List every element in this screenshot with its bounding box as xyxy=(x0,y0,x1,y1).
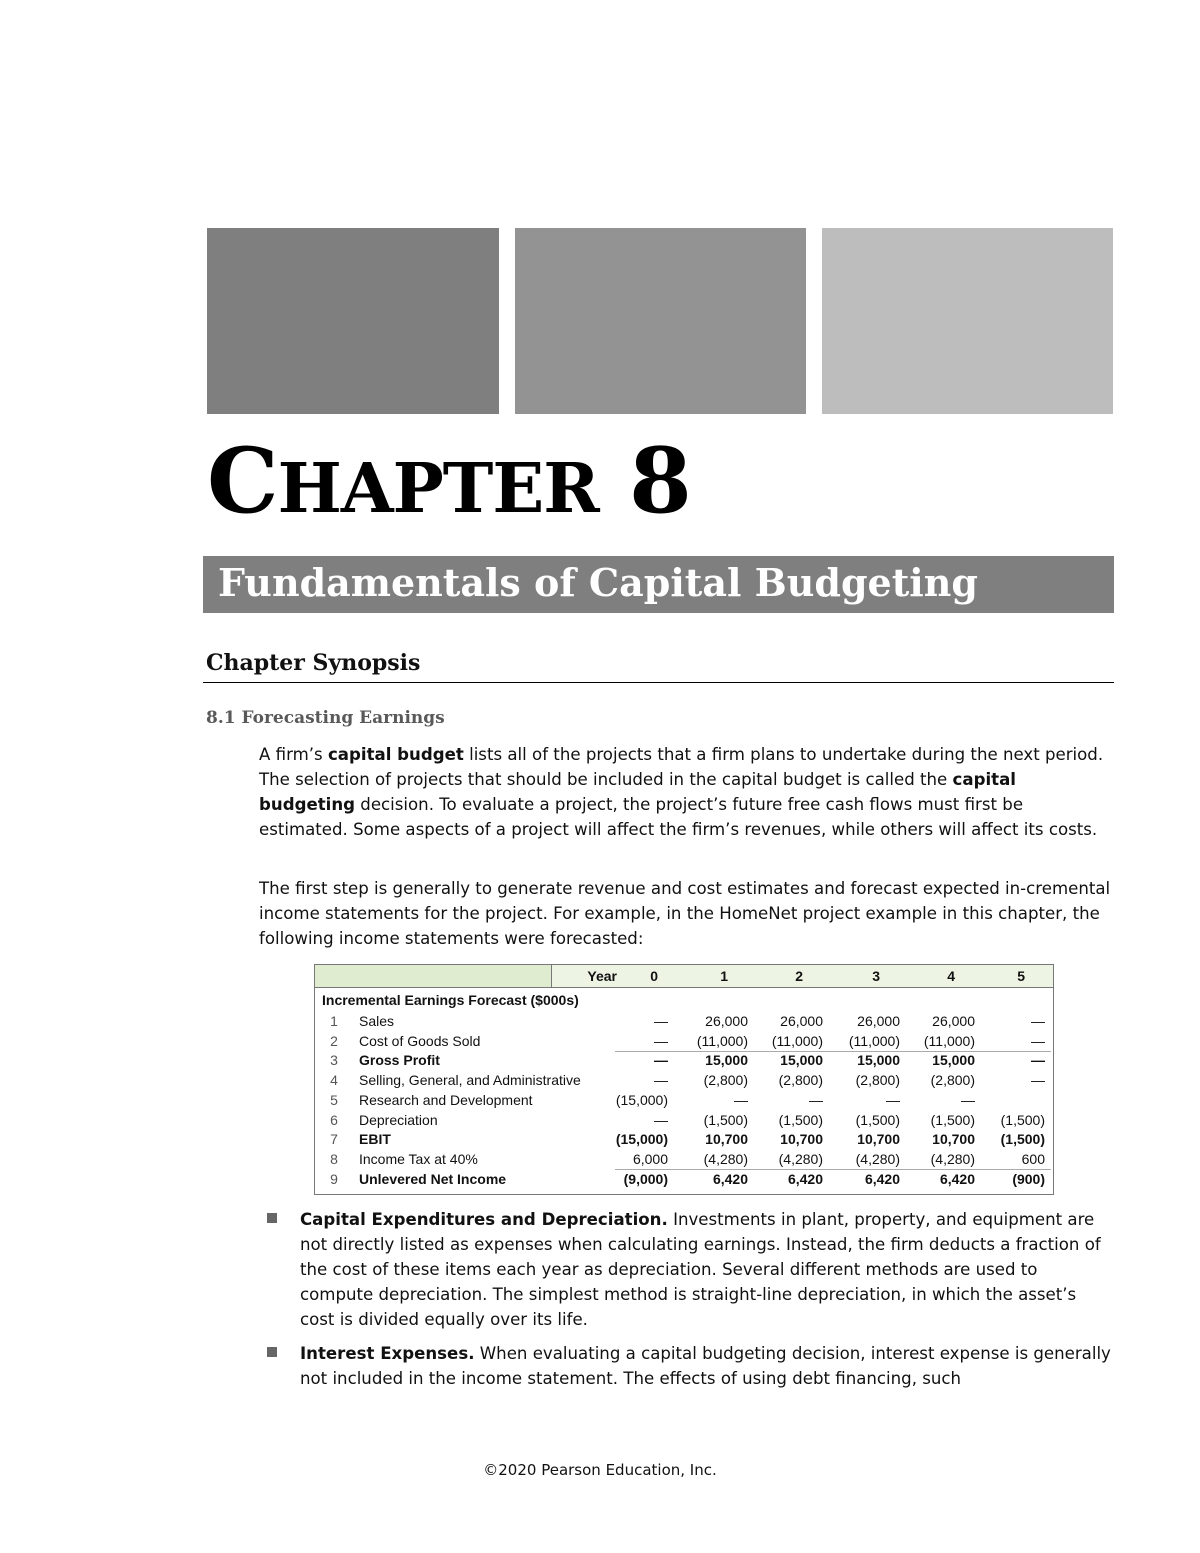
para1-text-1: A firm’s xyxy=(259,745,328,764)
row-label: Income Tax at 40% xyxy=(359,1151,478,1167)
table-cell: (4,280) xyxy=(855,1151,900,1167)
table-cell: 6,420 xyxy=(712,1171,748,1187)
table-cell: — xyxy=(961,1092,975,1108)
table-cell: (1,500) xyxy=(703,1112,748,1128)
table-cell: — xyxy=(734,1092,748,1108)
table-cell: (9,000) xyxy=(623,1171,668,1187)
row-number: 2 xyxy=(330,1033,338,1049)
year-header: 0 xyxy=(650,968,658,984)
table-cell xyxy=(965,1090,1045,1110)
table-cell: — xyxy=(1031,1013,1045,1029)
row-label: EBIT xyxy=(359,1131,391,1147)
chapter-word-initial: C xyxy=(207,428,278,534)
table-cell: (2,800) xyxy=(778,1072,823,1088)
table-cell: (11,000) xyxy=(923,1033,975,1049)
bullet2-text: When evaluating a capital budgeting decision, interest expense is generally not included in the income statement. The effects of using debt financing, such xyxy=(300,1344,1111,1388)
table-cell: 600 xyxy=(1021,1151,1045,1167)
table-cell: — xyxy=(654,1052,668,1068)
year-header: 2 xyxy=(795,968,803,984)
table-cell: (1,500) xyxy=(1000,1112,1045,1128)
row-number: 9 xyxy=(330,1171,338,1187)
row-number: 6 xyxy=(330,1112,338,1128)
table-cell: (900) xyxy=(1012,1171,1045,1187)
table-header-row xyxy=(315,965,1053,988)
year-header: 5 xyxy=(1017,968,1025,984)
table-cell: — xyxy=(886,1092,900,1108)
row-label: Gross Profit xyxy=(359,1052,440,1068)
table-cell: — xyxy=(809,1092,823,1108)
table-cell: (2,800) xyxy=(703,1072,748,1088)
year-label: Year xyxy=(587,968,617,984)
row-number: 3 xyxy=(330,1052,338,1068)
table-cell: (1,500) xyxy=(855,1112,900,1128)
table-cell: 6,420 xyxy=(787,1171,823,1187)
table-cell: — xyxy=(654,1033,668,1049)
table-cell: 6,420 xyxy=(939,1171,975,1187)
bullet-square-icon xyxy=(267,1347,277,1357)
year-header: 1 xyxy=(720,968,728,984)
decorative-block-mid xyxy=(515,228,806,414)
chapter-title-bar xyxy=(203,556,1114,613)
table-cell: (15,000) xyxy=(615,1092,668,1108)
row-number: 7 xyxy=(330,1131,338,1147)
chapter-heading xyxy=(207,428,691,534)
decorative-block-light xyxy=(822,228,1113,414)
table-cell: (2,800) xyxy=(855,1072,900,1088)
table-cell: 26,000 xyxy=(705,1013,748,1029)
row-number: 4 xyxy=(330,1072,338,1088)
year-header: 3 xyxy=(872,968,880,984)
section-heading: 8.1 Forecasting Earnings xyxy=(206,708,445,728)
table-cell: — xyxy=(654,1072,668,1088)
para1-text-2: lists all of the projects that a firm plans to undertake during the next period. The selection of projects that should be included in the capital budget is called the xyxy=(259,745,1104,789)
paragraph-capital-budget xyxy=(259,742,1114,842)
keyword-capital-budgeting: capital budgeting xyxy=(259,770,1016,814)
table-cell: 15,000 xyxy=(705,1052,748,1068)
table-cell: (15,000) xyxy=(615,1131,668,1147)
table-cell: — xyxy=(654,1013,668,1029)
table-cell: 26,000 xyxy=(857,1013,900,1029)
bullet1-text: Investments in plant, property, and equipment are not directly listed as expenses when calculating earnings. Instead, the firm deducts a fraction of the cost of these items each year as depreciation. Several different methods are used to compute depreciation. The simplest method is straight-line depreciation, in which the asset’s cost is divided equally over its life. xyxy=(300,1210,1101,1329)
table-cell: (1,500) xyxy=(1000,1131,1045,1147)
table-cell: (4,280) xyxy=(778,1151,823,1167)
table-cell: (4,280) xyxy=(930,1151,975,1167)
page-footer: ©2020 Pearson Education, Inc. xyxy=(483,1461,717,1479)
bullet1-keyword: Capital Expenditures and Depreciation. xyxy=(300,1210,668,1229)
para1-text-3: decision. To evaluate a project, the project’s future free cash flows must first be estimated. Some aspects of a project will affect the firm’s revenues, while others will affect its costs. xyxy=(259,795,1098,839)
decorative-block-dark xyxy=(207,228,499,414)
table-cell: 15,000 xyxy=(857,1052,900,1068)
row-number: 8 xyxy=(330,1151,338,1167)
row-label: Sales xyxy=(359,1013,395,1029)
bullet-interest-expenses xyxy=(300,1341,1114,1391)
table-cell: (1,500) xyxy=(930,1112,975,1128)
bullet-square-icon xyxy=(267,1213,277,1223)
table-cell: — xyxy=(1031,1052,1045,1068)
row-label: Depreciation xyxy=(359,1112,438,1128)
table-cell: — xyxy=(654,1112,668,1128)
table-cell: (4,280) xyxy=(703,1151,748,1167)
table-cell: — xyxy=(1031,1072,1045,1088)
table-cell: 15,000 xyxy=(780,1052,823,1068)
table-cell: 10,700 xyxy=(932,1131,975,1147)
bullet2-keyword: Interest Expenses. xyxy=(300,1344,475,1363)
bullet-capital-expenditures xyxy=(300,1207,1114,1332)
table-cell: 15,000 xyxy=(932,1052,975,1068)
year-header: 4 xyxy=(947,968,955,984)
table-cell: 6,000 xyxy=(632,1151,668,1167)
paragraph-first-step: The first step is generally to generate revenue and cost estimates and forecast expected in-cremental income statements for the project. For example, in the HomeNet project example in this chapter, the following income statements were forecasted: xyxy=(259,879,1111,948)
table-cell: (1,500) xyxy=(778,1112,823,1128)
heading-rule xyxy=(203,682,1114,683)
table-cell: — xyxy=(1031,1033,1045,1049)
table-cell: (11,000) xyxy=(696,1033,748,1049)
row-label: Cost of Goods Sold xyxy=(359,1033,481,1049)
table-cell: (11,000) xyxy=(848,1033,900,1049)
table-cell: 10,700 xyxy=(705,1131,748,1147)
chapter-number: 8 xyxy=(629,428,691,534)
table-section-title: Incremental Earnings Forecast ($000s) xyxy=(322,992,579,1008)
synopsis-heading: Chapter Synopsis xyxy=(206,650,421,676)
earnings-forecast-table xyxy=(314,964,1054,1195)
table-cell: 10,700 xyxy=(857,1131,900,1147)
row-label: Selling, General, and Administrative xyxy=(359,1072,581,1088)
row-label: Unlevered Net Income xyxy=(359,1171,507,1187)
row-number: 5 xyxy=(330,1092,338,1108)
table-cell: 26,000 xyxy=(932,1013,975,1029)
table-cell: 6,420 xyxy=(864,1171,900,1187)
chapter-title: Fundamentals of Capital Budgeting xyxy=(218,560,978,605)
keyword-capital-budget: capital budget xyxy=(327,745,464,764)
row-number: 1 xyxy=(330,1013,338,1029)
table-cell: (2,800) xyxy=(930,1072,975,1088)
chapter-word-rest: HAPTER xyxy=(277,449,599,529)
table-cell: 10,700 xyxy=(780,1131,823,1147)
table-cell: (11,000) xyxy=(771,1033,823,1049)
table-cell: 26,000 xyxy=(780,1013,823,1029)
row-label: Research and Development xyxy=(359,1092,533,1108)
